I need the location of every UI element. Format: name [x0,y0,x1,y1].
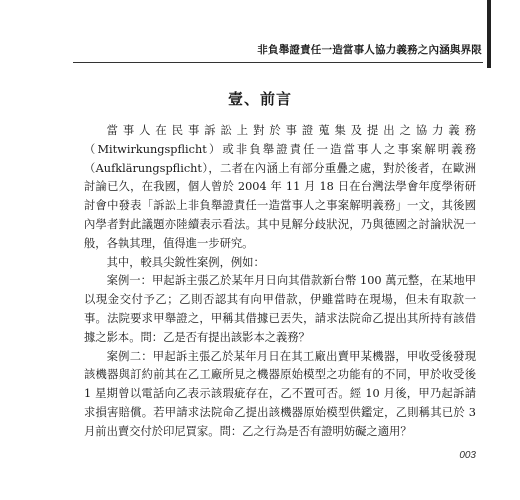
body-text [84,122,476,442]
paragraph-case-two: 案例二：甲起訴主張乙於某年月日在其工廠出賣甲某機器，甲收受後發現該機器與訂約前其在乙工廠所見之機器原始模型之功能有的不同，甲於收受後 1 星期曾以電話向乙表示該瑕疵存在，乙不置可否。經 10 月後，甲乃起訴請求損害賠償。若甲請求法院命乙提出該機器原始模型供鑑定，乙則稱其已於 3 月前出賣交付於印尼買家。問：乙之行為是否有證明妨礙之適用？ [84,349,476,438]
paragraph-intro: 當事人在民事訴訟上對於事證蒐集及提出之協力義務（Mitwirkungspflicht）或非負舉證責任一造當事人之事案解明義務（Aufklärungspflicht），二者在內涵上有部分重疊之處，對於後者，在歐洲討論已久，在我國，個人曾於 2004 年 11 月 18 日在台灣法學會年度學術研討會中發表「訴訟上非負舉證責任一造當事人之事案解明義務」一文，其後國內學者對此議題亦陸續表示看法。其中見解分歧狀況，乃與德國之討論狀況一般，各執其理，值得進一步研究。 [84,124,476,250]
section-heading: 壹、前言 [227,90,292,108]
chapter-edge-tab [487,0,491,68]
running-header-title: 非負舉證責任一造當事人協力義務之內涵與界限 [257,44,482,56]
paragraph-examples-lead: 其中，較具尖銳性案例，例如： [106,255,265,269]
page-number: 003 [459,450,476,461]
header-rule [73,62,483,63]
paragraph-case-one: 案例一：甲起訴主張乙於某年月日向其借款新台幣 100 萬元整，在某地甲以現金交付予乙；乙則否認其有向甲借款，伊雖當時在現場，但未有取款一事。法院要求甲舉證之，甲稱其借據已丟失，請求法院命乙提出其所持有該借據之影本。問：乙是否有提出該影本之義務？ [84,274,476,344]
